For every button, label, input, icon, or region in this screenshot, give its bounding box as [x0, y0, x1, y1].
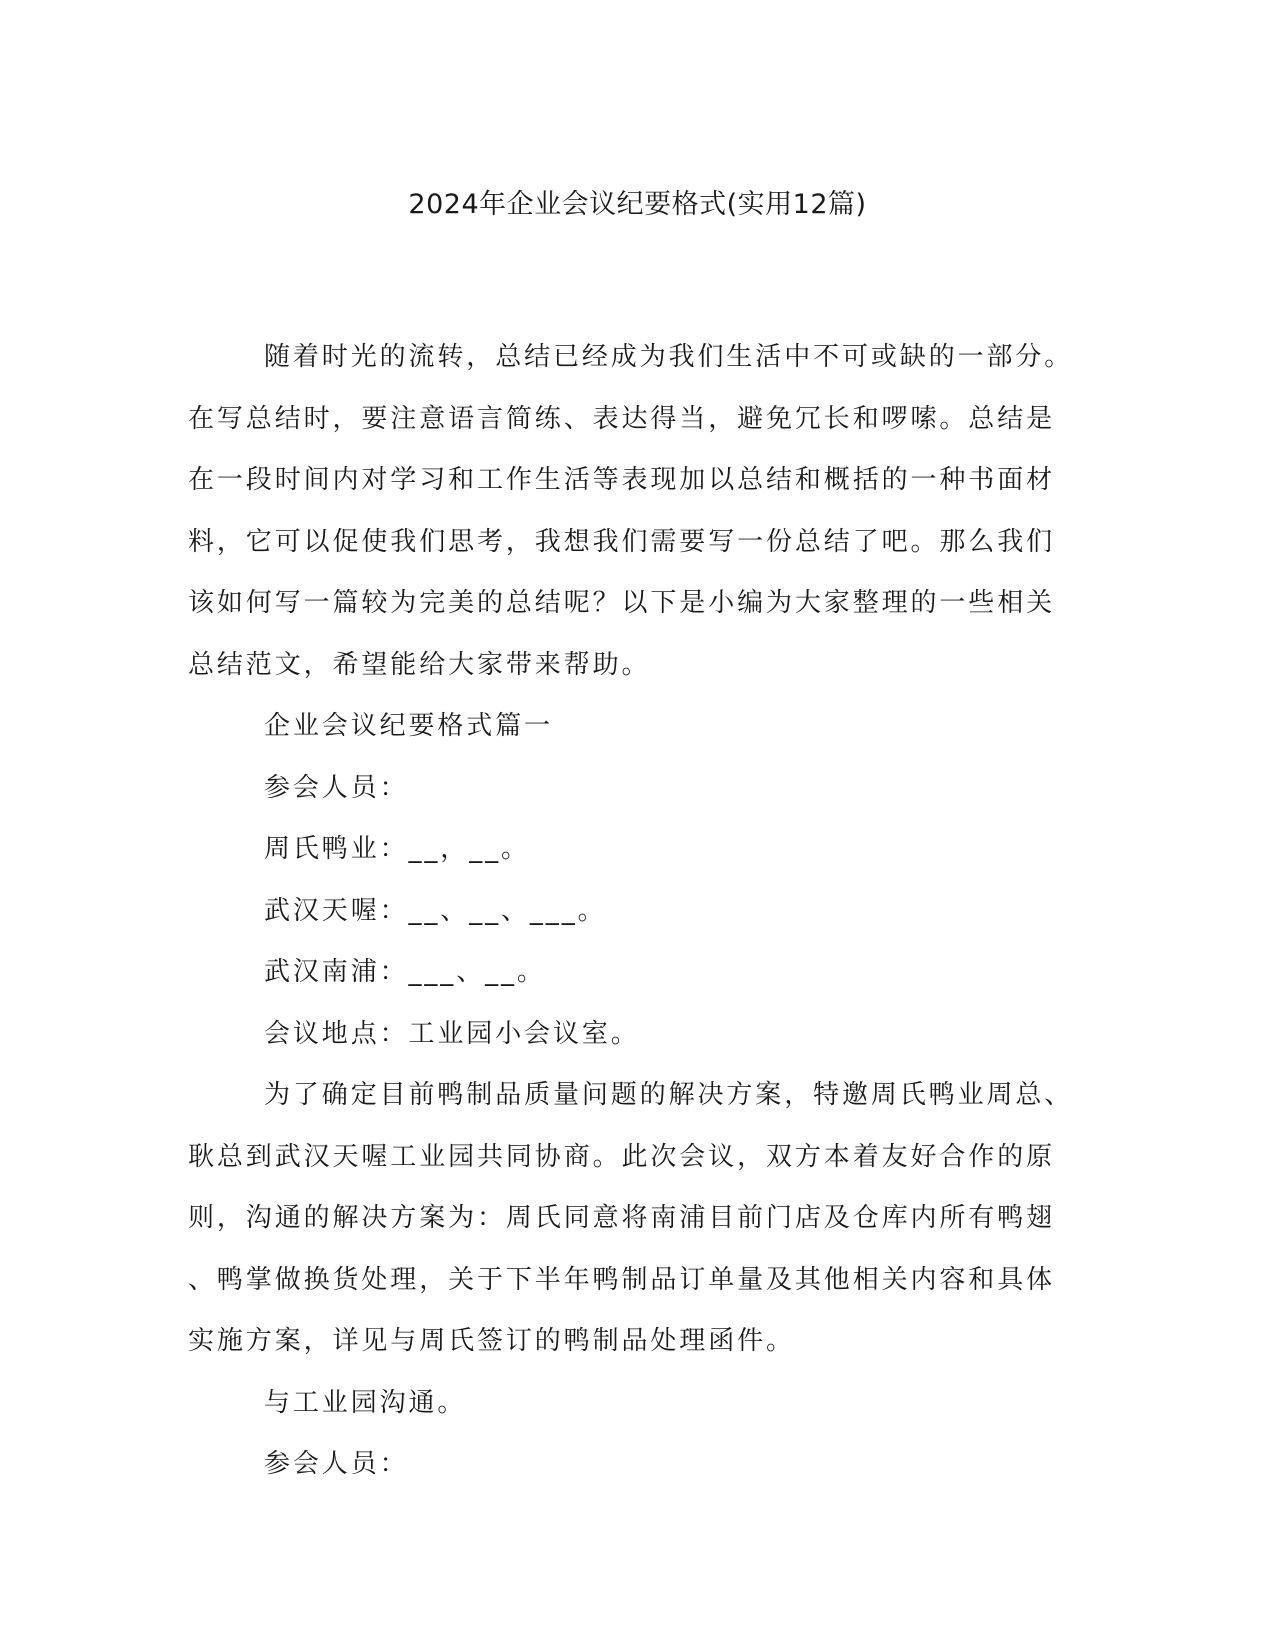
attendees-label-2: 参会人员：: [264, 1449, 409, 1479]
text-line: 、鸭掌做换货处理，关于下半年鸭制品订单量及其他相关内容和具体: [188, 1264, 1056, 1295]
document-body: [188, 327, 1074, 1496]
document-title: 2024年企业会议纪要格式(实用12篇): [408, 189, 867, 220]
text-line: 在一段时间内对学习和工作生活等表现加以总结和概括的一种书面材: [188, 465, 1056, 495]
main-paragraph: [188, 1065, 1074, 1373]
attendee-line: 武汉天喔：__、__、___。: [264, 895, 607, 926]
text-line: 则，沟通的解决方案为：周氏同意将南浦目前门店及仓库内所有鸭翅: [188, 1203, 1056, 1233]
text-line: 总结范文，希望能给大家带来帮助。: [188, 649, 651, 680]
attendee-line: 武汉南浦：___、__。: [264, 957, 546, 987]
text-line: 为了确定目前鸭制品质量问题的解决方案，特邀周氏鸭业周总、: [264, 1080, 1074, 1110]
text-line: 料，它可以促使我们思考，我想我们需要写一份总结了吧。那么我们: [188, 526, 1056, 557]
section-heading: 企业会议纪要格式篇一: [264, 711, 554, 741]
text-line: 随着时光的流转，总结已经成为我们生活中不可或缺的一部分。: [264, 342, 1074, 372]
attendee-line: 周氏鸭业：__，__。: [264, 834, 530, 864]
text-line: 该如何写一篇较为完美的总结呢？以下是小编为大家整理的一些相关: [188, 588, 1056, 618]
text-line: 在写总结时，要注意语言简练、表达得当，避免冗长和啰嗦。总结是: [188, 403, 1056, 434]
text-line: 耿总到武汉天喔工业园共同协商。此次会议，双方本着友好合作的原: [188, 1141, 1056, 1172]
text-line: 实施方案，详见与周氏签订的鸭制品处理函件。: [188, 1326, 795, 1356]
intro-paragraph: [188, 327, 1074, 696]
meeting-location: 会议地点：工业园小会议室。: [264, 1018, 640, 1049]
attendees-label: 参会人员：: [264, 772, 409, 803]
followup-line: 与工业园沟通。: [264, 1387, 467, 1418]
